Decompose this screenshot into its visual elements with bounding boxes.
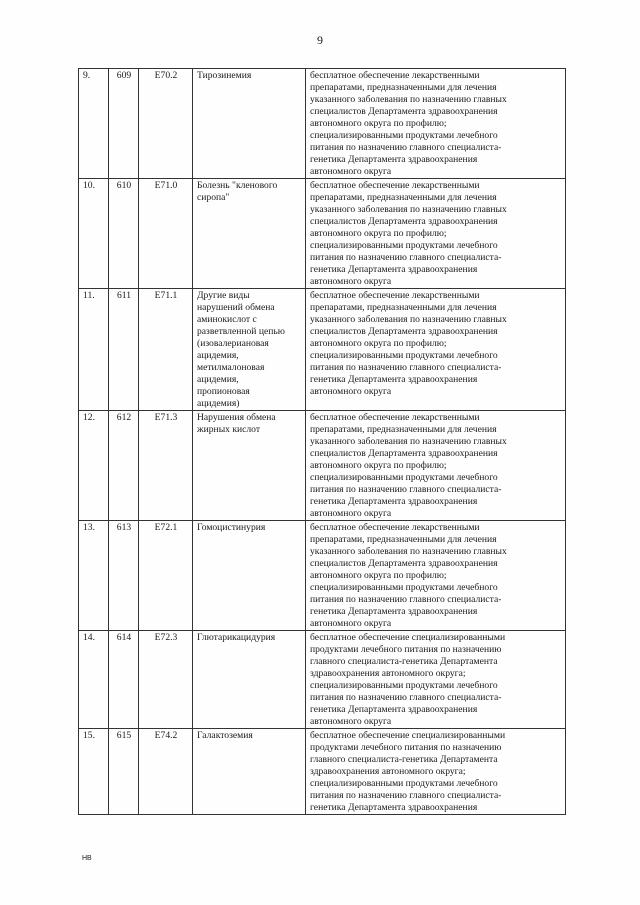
icd-code: E70.2	[139, 69, 193, 179]
disease-name-line: ацидемия,	[197, 350, 239, 361]
provision-line: генетика Департамента здравоохранения	[310, 496, 478, 507]
provision-line: специализированными продуктами лечебного	[310, 472, 498, 483]
row-code: 612	[109, 411, 139, 521]
provision-line: бесплатное обеспечение специализированными	[310, 730, 506, 741]
table-row	[79, 411, 566, 521]
disease-name-line: Нарушения обмена	[197, 412, 276, 423]
icd-code: E74.2	[139, 729, 193, 815]
provision-line: бесплатное обеспечение лекарственными	[310, 290, 480, 301]
provision-line: бесплатное обеспечение лекарственными	[310, 180, 480, 191]
provision-line: специалистов Департамента здравоохранения	[310, 326, 498, 337]
disease-name-line: Гомоцистинурия	[197, 522, 266, 533]
provision-line: бесплатное обеспечение лекарственными	[310, 412, 480, 423]
disease-name-line: Тирозинемия	[197, 70, 252, 81]
provision-line: указанного заболевания по назначению главных	[310, 546, 507, 557]
provision-line: указанного заболевания по назначению главных	[310, 314, 507, 325]
disease-name-line: метилмалоновая	[197, 362, 265, 373]
table-row	[79, 729, 566, 815]
provision-line: главного специалиста-генетика Департамента	[310, 656, 498, 667]
provision-line: специалистов Департамента здравоохранения	[310, 448, 498, 459]
icd-code: E71.1	[139, 289, 193, 411]
provision-line: автономного округа	[310, 716, 392, 727]
row-number: 13.	[79, 521, 109, 631]
icd-code: E72.3	[139, 631, 193, 729]
provision-line: специалистов Департамента здравоохранения	[310, 106, 498, 117]
provision-line: генетика Департамента здравоохранения	[310, 704, 478, 715]
provision-line: генетика Департамента здравоохранения	[310, 154, 478, 165]
provision-line: продуктами лечебного питания по назначению	[310, 742, 502, 753]
provision-line: специалистов Департамента здравоохранения	[310, 558, 498, 569]
provision-line: специализированными продуктами лечебного	[310, 130, 498, 141]
provision-line: автономного округа по профилю;	[310, 570, 447, 581]
provision-line: главного специалиста-генетика Департамента	[310, 754, 498, 765]
table-body	[79, 69, 566, 815]
provision-line: генетика Департамента здравоохранения	[310, 606, 478, 617]
row-code: 611	[109, 289, 139, 411]
row-code: 610	[109, 179, 139, 289]
disease-table	[78, 68, 566, 815]
row-code: 613	[109, 521, 139, 631]
provision-line: указанного заболевания по назначению главных	[310, 436, 507, 447]
row-number: 10.	[79, 179, 109, 289]
disease-name-line: Болезнь "кленового	[197, 180, 278, 191]
disease-name	[193, 289, 306, 411]
provision-line: питания по назначению главного специалиста-	[310, 484, 502, 495]
table-row	[79, 521, 566, 631]
provision-line: специализированными продуктами лечебного	[310, 680, 498, 691]
provision-line: препаратами, предназначенными для лечения	[310, 192, 497, 203]
disease-name-line: аминокислот с	[197, 314, 257, 325]
row-code: 615	[109, 729, 139, 815]
disease-name	[193, 69, 306, 179]
provision-line: специализированными продуктами лечебного	[310, 778, 498, 789]
provision-line: специализированными продуктами лечебного	[310, 582, 498, 593]
row-number: 11.	[79, 289, 109, 411]
table-row	[79, 289, 566, 411]
row-number: 12.	[79, 411, 109, 521]
page-number: 9	[317, 33, 323, 47]
provision-line: питания по назначению главного специалиста-	[310, 594, 502, 605]
disease-name	[193, 521, 306, 631]
provision-line: автономного округа	[310, 508, 392, 519]
disease-name-line: Другие виды	[197, 290, 250, 301]
table-row	[79, 179, 566, 289]
disease-name	[193, 729, 306, 815]
provision-line: бесплатное обеспечение лекарственными	[310, 522, 480, 533]
provision-line: здравоохранения автономного округа;	[310, 668, 466, 679]
provision-line: генетика Департамента здравоохранения	[310, 264, 478, 275]
icd-code: E72.1	[139, 521, 193, 631]
provision-line: питания по назначению главного специалиста-	[310, 362, 502, 373]
provision-line: здравоохранения автономного округа;	[310, 766, 466, 777]
row-number: 14.	[79, 631, 109, 729]
provision-line: бесплатное обеспечение специализированными	[310, 632, 506, 643]
disease-name	[193, 411, 306, 521]
provision-description	[306, 521, 566, 631]
provision-line: препаратами, предназначенными для лечения	[310, 424, 497, 435]
provision-description	[306, 411, 566, 521]
provision-description	[306, 69, 566, 179]
provision-line: продуктами лечебного питания по назначению	[310, 644, 502, 655]
disease-name-line: ацидемия)	[197, 398, 240, 409]
provision-line: генетика Департамента здравоохранения	[310, 374, 478, 385]
provision-line: автономного округа по профилю;	[310, 228, 447, 239]
disease-name-line: Глютарикацидурия	[197, 632, 276, 643]
provision-line: препаратами, предназначенными для лечения	[310, 82, 497, 93]
provision-line: питания по назначению главного специалиста-	[310, 142, 502, 153]
provision-line: автономного округа по профилю;	[310, 460, 447, 471]
provision-line: бесплатное обеспечение лекарственными	[310, 70, 480, 81]
provision-line: указанного заболевания по назначению главных	[310, 94, 507, 105]
provision-line: питания по назначению главного специалиста-	[310, 790, 502, 801]
row-code: 614	[109, 631, 139, 729]
disease-name-line: (изовалериановая	[197, 338, 269, 349]
icd-code: E71.3	[139, 411, 193, 521]
provision-line: специалистов Департамента здравоохранения	[310, 216, 498, 227]
disease-name-line: разветвленной цепью	[197, 326, 285, 337]
row-number: 9.	[79, 69, 109, 179]
table-row	[79, 631, 566, 729]
provision-line: питания по назначению главного специалиста-	[310, 692, 502, 703]
disease-name-line: Галактоземия	[197, 730, 253, 741]
provision-description	[306, 179, 566, 289]
provision-line: автономного округа	[310, 618, 392, 629]
provision-line: препаратами, предназначенными для лечения	[310, 302, 497, 313]
disease-name-line: нарушений обмена	[197, 302, 275, 313]
disease-name-line: ацидемия,	[197, 374, 239, 385]
provision-description	[306, 729, 566, 815]
provision-line: питания по назначению главного специалиста-	[310, 252, 502, 263]
provision-line: указанного заболевания по назначению главных	[310, 204, 507, 215]
provision-line: препаратами, предназначенными для лечения	[310, 534, 497, 545]
icd-code: E71.0	[139, 179, 193, 289]
provision-line: автономного округа	[310, 276, 392, 287]
row-code: 609	[109, 69, 139, 179]
provision-line: генетика Департамента здравоохранения	[310, 802, 478, 813]
provision-description	[306, 631, 566, 729]
provision-description	[306, 289, 566, 411]
row-number: 15.	[79, 729, 109, 815]
provision-line: автономного округа	[310, 386, 392, 397]
provision-line: специализированными продуктами лечебного	[310, 240, 498, 251]
provision-line: автономного округа	[310, 166, 392, 177]
provision-line: автономного округа по профилю;	[310, 118, 447, 129]
footer-mark: НВ	[82, 855, 92, 862]
disease-name-line: жирных кислот	[197, 424, 261, 435]
disease-name-line: сиропа"	[197, 192, 230, 203]
provision-line: автономного округа по профилю;	[310, 338, 447, 349]
table-row	[79, 69, 566, 179]
disease-name	[193, 179, 306, 289]
disease-name-line: пропионовая	[197, 386, 250, 397]
disease-name	[193, 631, 306, 729]
provision-line: специализированными продуктами лечебного	[310, 350, 498, 361]
